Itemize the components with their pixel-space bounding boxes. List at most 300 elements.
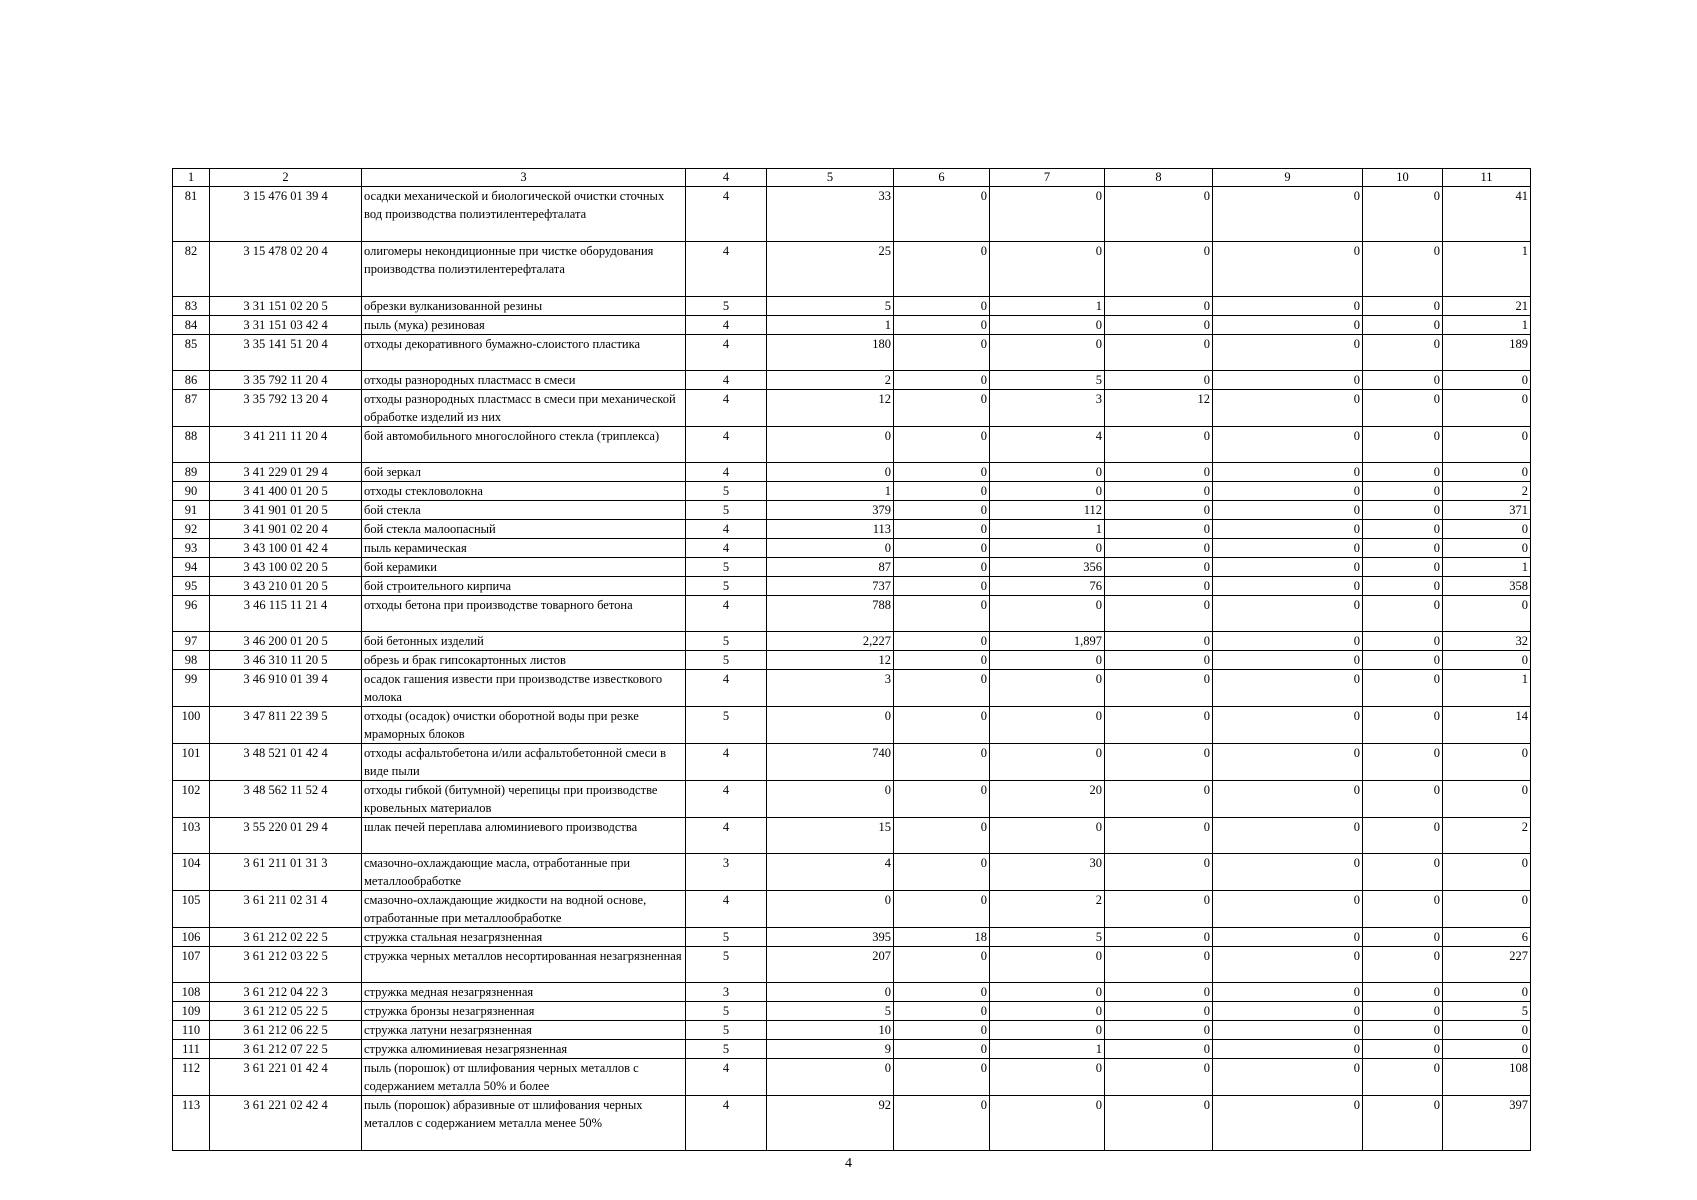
waste-code-cell: 3 61 212 03 22 5 bbox=[210, 947, 362, 983]
hazard-class-cell: 4 bbox=[686, 596, 767, 632]
value-cell: 0 bbox=[894, 1096, 990, 1151]
waste-code-cell: 3 61 221 01 42 4 bbox=[210, 1059, 362, 1096]
value-cell: 0 bbox=[1213, 335, 1363, 371]
value-cell: 0 bbox=[1363, 651, 1443, 670]
row-number-cell: 113 bbox=[173, 1096, 210, 1151]
value-cell: 0 bbox=[1363, 390, 1443, 427]
value-cell: 0 bbox=[1363, 632, 1443, 651]
row-number-cell: 89 bbox=[173, 463, 210, 482]
table-row bbox=[173, 335, 1531, 371]
value-cell: 189 bbox=[1443, 335, 1531, 371]
value-cell: 0 bbox=[1213, 854, 1363, 891]
row-number-cell: 100 bbox=[173, 707, 210, 744]
value-cell: 0 bbox=[990, 187, 1105, 242]
waste-code-cell: 3 55 220 01 29 4 bbox=[210, 818, 362, 854]
row-number-cell: 81 bbox=[173, 187, 210, 242]
hazard-class-cell: 5 bbox=[686, 651, 767, 670]
hazard-class-cell: 4 bbox=[686, 520, 767, 539]
value-cell: 1,897 bbox=[990, 632, 1105, 651]
table-row bbox=[173, 1040, 1531, 1059]
value-cell: 0 bbox=[1443, 651, 1531, 670]
hazard-class-cell: 4 bbox=[686, 818, 767, 854]
row-number-cell: 106 bbox=[173, 928, 210, 947]
value-cell: 5 bbox=[767, 297, 894, 316]
value-cell: 0 bbox=[1363, 1040, 1443, 1059]
row-number-cell: 104 bbox=[173, 854, 210, 891]
value-cell: 18 bbox=[894, 928, 990, 947]
column-header: 5 bbox=[767, 169, 894, 187]
value-cell: 0 bbox=[767, 983, 894, 1002]
value-cell: 0 bbox=[990, 670, 1105, 707]
value-cell: 0 bbox=[1213, 983, 1363, 1002]
value-cell: 0 bbox=[1443, 983, 1531, 1002]
value-cell: 0 bbox=[1363, 928, 1443, 947]
value-cell: 0 bbox=[894, 463, 990, 482]
value-cell: 0 bbox=[894, 891, 990, 928]
row-number-cell: 90 bbox=[173, 482, 210, 501]
waste-name-cell: отходы бетона при производстве товарного бетона bbox=[362, 596, 686, 632]
hazard-class-cell: 5 bbox=[686, 501, 767, 520]
waste-name-cell: отходы стекловолокна bbox=[362, 482, 686, 501]
value-cell: 0 bbox=[894, 335, 990, 371]
waste-code-cell: 3 43 210 01 20 5 bbox=[210, 577, 362, 596]
value-cell: 0 bbox=[894, 371, 990, 390]
column-header: 10 bbox=[1363, 169, 1443, 187]
value-cell: 0 bbox=[990, 482, 1105, 501]
value-cell: 0 bbox=[1363, 596, 1443, 632]
waste-code-cell: 3 41 901 01 20 5 bbox=[210, 501, 362, 520]
value-cell: 0 bbox=[1363, 983, 1443, 1002]
value-cell: 0 bbox=[1213, 482, 1363, 501]
table-row bbox=[173, 854, 1531, 891]
waste-name-cell: осадки механической и биологической очистки сточных вод производства полиэтилентерефталата bbox=[362, 187, 686, 242]
value-cell: 0 bbox=[990, 651, 1105, 670]
waste-name-cell: шлак печей переплава алюминиевого производства bbox=[362, 818, 686, 854]
value-cell: 0 bbox=[1213, 1040, 1363, 1059]
value-cell: 0 bbox=[767, 427, 894, 463]
value-cell: 1 bbox=[990, 297, 1105, 316]
value-cell: 737 bbox=[767, 577, 894, 596]
value-cell: 0 bbox=[1213, 187, 1363, 242]
value-cell: 0 bbox=[894, 297, 990, 316]
value-cell: 0 bbox=[1213, 781, 1363, 818]
hazard-class-cell: 4 bbox=[686, 891, 767, 928]
value-cell: 0 bbox=[767, 539, 894, 558]
table-row bbox=[173, 818, 1531, 854]
value-cell: 2 bbox=[1443, 818, 1531, 854]
value-cell: 0 bbox=[767, 1059, 894, 1096]
value-cell: 0 bbox=[1443, 1021, 1531, 1040]
value-cell: 0 bbox=[894, 781, 990, 818]
value-cell: 14 bbox=[1443, 707, 1531, 744]
table-row bbox=[173, 707, 1531, 744]
value-cell: 0 bbox=[1363, 297, 1443, 316]
value-cell: 2,227 bbox=[767, 632, 894, 651]
hazard-class-cell: 5 bbox=[686, 707, 767, 744]
hazard-class-cell: 4 bbox=[686, 187, 767, 242]
value-cell: 0 bbox=[894, 501, 990, 520]
value-cell: 0 bbox=[1363, 1021, 1443, 1040]
row-number-cell: 84 bbox=[173, 316, 210, 335]
hazard-class-cell: 5 bbox=[686, 1040, 767, 1059]
table-row bbox=[173, 781, 1531, 818]
table-row bbox=[173, 928, 1531, 947]
value-cell: 10 bbox=[767, 1021, 894, 1040]
table-row bbox=[173, 1096, 1531, 1151]
value-cell: 5 bbox=[990, 928, 1105, 947]
waste-code-cell: 3 35 792 11 20 4 bbox=[210, 371, 362, 390]
value-cell: 0 bbox=[1105, 670, 1213, 707]
value-cell: 0 bbox=[1363, 482, 1443, 501]
value-cell: 20 bbox=[990, 781, 1105, 818]
value-cell: 0 bbox=[1105, 520, 1213, 539]
value-cell: 0 bbox=[1105, 1040, 1213, 1059]
value-cell: 0 bbox=[1213, 558, 1363, 577]
value-cell: 0 bbox=[1105, 818, 1213, 854]
value-cell: 0 bbox=[894, 187, 990, 242]
value-cell: 0 bbox=[1213, 670, 1363, 707]
value-cell: 0 bbox=[1213, 577, 1363, 596]
value-cell: 0 bbox=[1105, 501, 1213, 520]
waste-code-cell: 3 46 115 11 21 4 bbox=[210, 596, 362, 632]
waste-name-cell: осадок гашения извести при производстве известкового молока bbox=[362, 670, 686, 707]
row-number-cell: 94 bbox=[173, 558, 210, 577]
value-cell: 3 bbox=[990, 390, 1105, 427]
waste-name-cell: отходы асфальтобетона и/или асфальтобетонной смеси в виде пыли bbox=[362, 744, 686, 781]
waste-name-cell: пыль (порошок) абразивные от шлифования черных металлов с содержанием металла менее 50% bbox=[362, 1096, 686, 1151]
table-row bbox=[173, 482, 1531, 501]
hazard-class-cell: 5 bbox=[686, 928, 767, 947]
column-header: 3 bbox=[362, 169, 686, 187]
value-cell: 0 bbox=[894, 390, 990, 427]
waste-code-cell: 3 43 100 01 42 4 bbox=[210, 539, 362, 558]
value-cell: 0 bbox=[1213, 539, 1363, 558]
hazard-class-cell: 3 bbox=[686, 983, 767, 1002]
value-cell: 0 bbox=[990, 596, 1105, 632]
value-cell: 1 bbox=[1443, 670, 1531, 707]
hazard-class-cell: 5 bbox=[686, 482, 767, 501]
value-cell: 0 bbox=[1105, 577, 1213, 596]
waste-code-cell: 3 46 200 01 20 5 bbox=[210, 632, 362, 651]
hazard-class-cell: 5 bbox=[686, 558, 767, 577]
value-cell: 0 bbox=[990, 947, 1105, 983]
value-cell: 0 bbox=[1213, 947, 1363, 983]
waste-code-cell: 3 15 476 01 39 4 bbox=[210, 187, 362, 242]
value-cell: 2 bbox=[767, 371, 894, 390]
value-cell: 0 bbox=[1363, 947, 1443, 983]
value-cell: 371 bbox=[1443, 501, 1531, 520]
table-body bbox=[173, 169, 1531, 1151]
hazard-class-cell: 5 bbox=[686, 632, 767, 651]
value-cell: 0 bbox=[1443, 390, 1531, 427]
value-cell: 0 bbox=[990, 1096, 1105, 1151]
waste-name-cell: отходы декоративного бумажно-слоистого пластика bbox=[362, 335, 686, 371]
value-cell: 0 bbox=[1213, 520, 1363, 539]
value-cell: 0 bbox=[1363, 577, 1443, 596]
table-row bbox=[173, 390, 1531, 427]
value-cell: 0 bbox=[894, 854, 990, 891]
value-cell: 0 bbox=[1363, 1002, 1443, 1021]
value-cell: 0 bbox=[894, 539, 990, 558]
value-cell: 788 bbox=[767, 596, 894, 632]
waste-name-cell: стружка бронзы незагрязненная bbox=[362, 1002, 686, 1021]
value-cell: 0 bbox=[990, 242, 1105, 297]
value-cell: 4 bbox=[990, 427, 1105, 463]
value-cell: 0 bbox=[990, 707, 1105, 744]
table-row bbox=[173, 670, 1531, 707]
value-cell: 0 bbox=[1105, 187, 1213, 242]
value-cell: 21 bbox=[1443, 297, 1531, 316]
waste-name-cell: бой автомобильного многослойного стекла (триплекса) bbox=[362, 427, 686, 463]
table-row bbox=[173, 539, 1531, 558]
waste-name-cell: пыль (мука) резиновая bbox=[362, 316, 686, 335]
row-number-cell: 102 bbox=[173, 781, 210, 818]
value-cell: 395 bbox=[767, 928, 894, 947]
value-cell: 0 bbox=[1363, 744, 1443, 781]
value-cell: 0 bbox=[990, 463, 1105, 482]
value-cell: 0 bbox=[1213, 1059, 1363, 1096]
hazard-class-cell: 4 bbox=[686, 242, 767, 297]
value-cell: 0 bbox=[990, 1059, 1105, 1096]
table-row bbox=[173, 316, 1531, 335]
waste-name-cell: смазочно-охлаждающие жидкости на водной основе, отработанные при металлообработке bbox=[362, 891, 686, 928]
value-cell: 0 bbox=[894, 744, 990, 781]
value-cell: 0 bbox=[1213, 891, 1363, 928]
waste-name-cell: отходы разнородных пластмасс в смеси bbox=[362, 371, 686, 390]
value-cell: 0 bbox=[1213, 744, 1363, 781]
column-header: 6 bbox=[894, 169, 990, 187]
value-cell: 1 bbox=[1443, 242, 1531, 297]
hazard-class-cell: 5 bbox=[686, 947, 767, 983]
value-cell: 0 bbox=[894, 632, 990, 651]
row-number-cell: 93 bbox=[173, 539, 210, 558]
column-header-row bbox=[173, 169, 1531, 187]
value-cell: 0 bbox=[894, 596, 990, 632]
hazard-class-cell: 5 bbox=[686, 1002, 767, 1021]
value-cell: 0 bbox=[1443, 463, 1531, 482]
value-cell: 76 bbox=[990, 577, 1105, 596]
value-cell: 397 bbox=[1443, 1096, 1531, 1151]
value-cell: 0 bbox=[1363, 1096, 1443, 1151]
value-cell: 6 bbox=[1443, 928, 1531, 947]
value-cell: 0 bbox=[1213, 818, 1363, 854]
value-cell: 112 bbox=[990, 501, 1105, 520]
table-row bbox=[173, 632, 1531, 651]
waste-name-cell: стружка черных металлов несортированная незагрязненная bbox=[362, 947, 686, 983]
hazard-class-cell: 4 bbox=[686, 371, 767, 390]
value-cell: 0 bbox=[1443, 596, 1531, 632]
waste-code-cell: 3 35 141 51 20 4 bbox=[210, 335, 362, 371]
waste-code-cell: 3 61 211 02 31 4 bbox=[210, 891, 362, 928]
value-cell: 0 bbox=[894, 242, 990, 297]
value-cell: 0 bbox=[1105, 371, 1213, 390]
value-cell: 1 bbox=[767, 316, 894, 335]
waste-code-cell: 3 41 400 01 20 5 bbox=[210, 482, 362, 501]
table-row bbox=[173, 297, 1531, 316]
waste-code-cell: 3 41 901 02 20 4 bbox=[210, 520, 362, 539]
value-cell: 0 bbox=[1105, 983, 1213, 1002]
value-cell: 0 bbox=[1105, 854, 1213, 891]
hazard-class-cell: 4 bbox=[686, 463, 767, 482]
hazard-class-cell: 4 bbox=[686, 744, 767, 781]
value-cell: 0 bbox=[1213, 316, 1363, 335]
value-cell: 12 bbox=[1105, 390, 1213, 427]
table-row bbox=[173, 651, 1531, 670]
row-number-cell: 91 bbox=[173, 501, 210, 520]
waste-code-cell: 3 61 211 01 31 3 bbox=[210, 854, 362, 891]
value-cell: 87 bbox=[767, 558, 894, 577]
value-cell: 0 bbox=[1213, 1021, 1363, 1040]
value-cell: 0 bbox=[1363, 463, 1443, 482]
table-row bbox=[173, 501, 1531, 520]
value-cell: 0 bbox=[1213, 632, 1363, 651]
table-row bbox=[173, 983, 1531, 1002]
row-number-cell: 86 bbox=[173, 371, 210, 390]
waste-code-cell: 3 46 310 11 20 5 bbox=[210, 651, 362, 670]
value-cell: 5 bbox=[990, 371, 1105, 390]
value-cell: 0 bbox=[1105, 744, 1213, 781]
value-cell: 9 bbox=[767, 1040, 894, 1059]
column-header: 1 bbox=[173, 169, 210, 187]
value-cell: 0 bbox=[1105, 1059, 1213, 1096]
value-cell: 0 bbox=[990, 335, 1105, 371]
row-number-cell: 85 bbox=[173, 335, 210, 371]
value-cell: 0 bbox=[1363, 781, 1443, 818]
column-header: 9 bbox=[1213, 169, 1363, 187]
value-cell: 0 bbox=[1213, 651, 1363, 670]
value-cell: 0 bbox=[1213, 390, 1363, 427]
value-cell: 0 bbox=[1105, 947, 1213, 983]
value-cell: 0 bbox=[894, 577, 990, 596]
waste-name-cell: отходы разнородных пластмасс в смеси при механической обработке изделий из них bbox=[362, 390, 686, 427]
waste-name-cell: стружка медная незагрязненная bbox=[362, 983, 686, 1002]
table-row bbox=[173, 1059, 1531, 1096]
value-cell: 0 bbox=[990, 1002, 1105, 1021]
table-row bbox=[173, 558, 1531, 577]
value-cell: 356 bbox=[990, 558, 1105, 577]
value-cell: 0 bbox=[894, 1040, 990, 1059]
row-number-cell: 82 bbox=[173, 242, 210, 297]
waste-code-cell: 3 35 792 13 20 4 bbox=[210, 390, 362, 427]
value-cell: 92 bbox=[767, 1096, 894, 1151]
waste-code-cell: 3 41 229 01 29 4 bbox=[210, 463, 362, 482]
value-cell: 0 bbox=[894, 316, 990, 335]
value-cell: 1 bbox=[990, 520, 1105, 539]
value-cell: 0 bbox=[767, 781, 894, 818]
value-cell: 0 bbox=[1363, 187, 1443, 242]
hazard-class-cell: 4 bbox=[686, 1096, 767, 1151]
value-cell: 0 bbox=[894, 651, 990, 670]
value-cell: 2 bbox=[1443, 482, 1531, 501]
row-number-cell: 108 bbox=[173, 983, 210, 1002]
value-cell: 0 bbox=[1105, 1096, 1213, 1151]
value-cell: 0 bbox=[1363, 558, 1443, 577]
value-cell: 0 bbox=[1213, 1002, 1363, 1021]
value-cell: 32 bbox=[1443, 632, 1531, 651]
waste-code-cell: 3 61 212 07 22 5 bbox=[210, 1040, 362, 1059]
waste-name-cell: бой стекла малоопасный bbox=[362, 520, 686, 539]
value-cell: 0 bbox=[767, 707, 894, 744]
value-cell: 0 bbox=[894, 1002, 990, 1021]
table-row bbox=[173, 242, 1531, 297]
value-cell: 2 bbox=[990, 891, 1105, 928]
value-cell: 0 bbox=[1363, 371, 1443, 390]
hazard-class-cell: 4 bbox=[686, 781, 767, 818]
value-cell: 0 bbox=[1443, 539, 1531, 558]
value-cell: 5 bbox=[767, 1002, 894, 1021]
row-number-cell: 95 bbox=[173, 577, 210, 596]
hazard-class-cell: 4 bbox=[686, 1059, 767, 1096]
value-cell: 0 bbox=[1105, 242, 1213, 297]
value-cell: 0 bbox=[1363, 707, 1443, 744]
value-cell: 0 bbox=[894, 707, 990, 744]
value-cell: 0 bbox=[990, 1021, 1105, 1040]
value-cell: 740 bbox=[767, 744, 894, 781]
row-number-cell: 103 bbox=[173, 818, 210, 854]
value-cell: 33 bbox=[767, 187, 894, 242]
value-cell: 0 bbox=[1105, 928, 1213, 947]
hazard-class-cell: 4 bbox=[686, 316, 767, 335]
value-cell: 0 bbox=[1363, 501, 1443, 520]
value-cell: 0 bbox=[1363, 520, 1443, 539]
value-cell: 0 bbox=[894, 520, 990, 539]
value-cell: 0 bbox=[894, 427, 990, 463]
waste-code-cell: 3 31 151 03 42 4 bbox=[210, 316, 362, 335]
value-cell: 0 bbox=[1213, 707, 1363, 744]
row-number-cell: 83 bbox=[173, 297, 210, 316]
value-cell: 0 bbox=[1363, 670, 1443, 707]
hazard-class-cell: 4 bbox=[686, 335, 767, 371]
hazard-class-cell: 3 bbox=[686, 854, 767, 891]
table-row bbox=[173, 187, 1531, 242]
waste-code-cell: 3 48 521 01 42 4 bbox=[210, 744, 362, 781]
table-row bbox=[173, 596, 1531, 632]
row-number-cell: 98 bbox=[173, 651, 210, 670]
waste-name-cell: отходы гибкой (битумной) черепицы при производстве кровельных материалов bbox=[362, 781, 686, 818]
value-cell: 0 bbox=[990, 316, 1105, 335]
value-cell: 0 bbox=[1363, 818, 1443, 854]
value-cell: 0 bbox=[1363, 316, 1443, 335]
value-cell: 4 bbox=[767, 854, 894, 891]
value-cell: 0 bbox=[894, 1021, 990, 1040]
row-number-cell: 101 bbox=[173, 744, 210, 781]
row-number-cell: 88 bbox=[173, 427, 210, 463]
waste-code-cell: 3 48 562 11 52 4 bbox=[210, 781, 362, 818]
row-number-cell: 87 bbox=[173, 390, 210, 427]
waste-code-cell: 3 15 478 02 20 4 bbox=[210, 242, 362, 297]
waste-name-cell: пыль (порошок) от шлифования черных металлов с содержанием металла 50% и более bbox=[362, 1059, 686, 1096]
value-cell: 0 bbox=[1213, 501, 1363, 520]
value-cell: 25 bbox=[767, 242, 894, 297]
value-cell: 3 bbox=[767, 670, 894, 707]
value-cell: 0 bbox=[894, 818, 990, 854]
value-cell: 1 bbox=[1443, 558, 1531, 577]
waste-code-cell: 3 61 221 02 42 4 bbox=[210, 1096, 362, 1151]
row-number-cell: 107 bbox=[173, 947, 210, 983]
waste-code-cell: 3 61 212 02 22 5 bbox=[210, 928, 362, 947]
table-row bbox=[173, 744, 1531, 781]
value-cell: 0 bbox=[767, 463, 894, 482]
value-cell: 0 bbox=[1363, 427, 1443, 463]
value-cell: 0 bbox=[1213, 928, 1363, 947]
hazard-class-cell: 5 bbox=[686, 1021, 767, 1040]
value-cell: 0 bbox=[894, 983, 990, 1002]
table-row bbox=[173, 1002, 1531, 1021]
value-cell: 0 bbox=[1105, 1002, 1213, 1021]
waste-name-cell: пыль керамическая bbox=[362, 539, 686, 558]
column-header: 7 bbox=[990, 169, 1105, 187]
waste-code-cell: 3 31 151 02 20 5 bbox=[210, 297, 362, 316]
